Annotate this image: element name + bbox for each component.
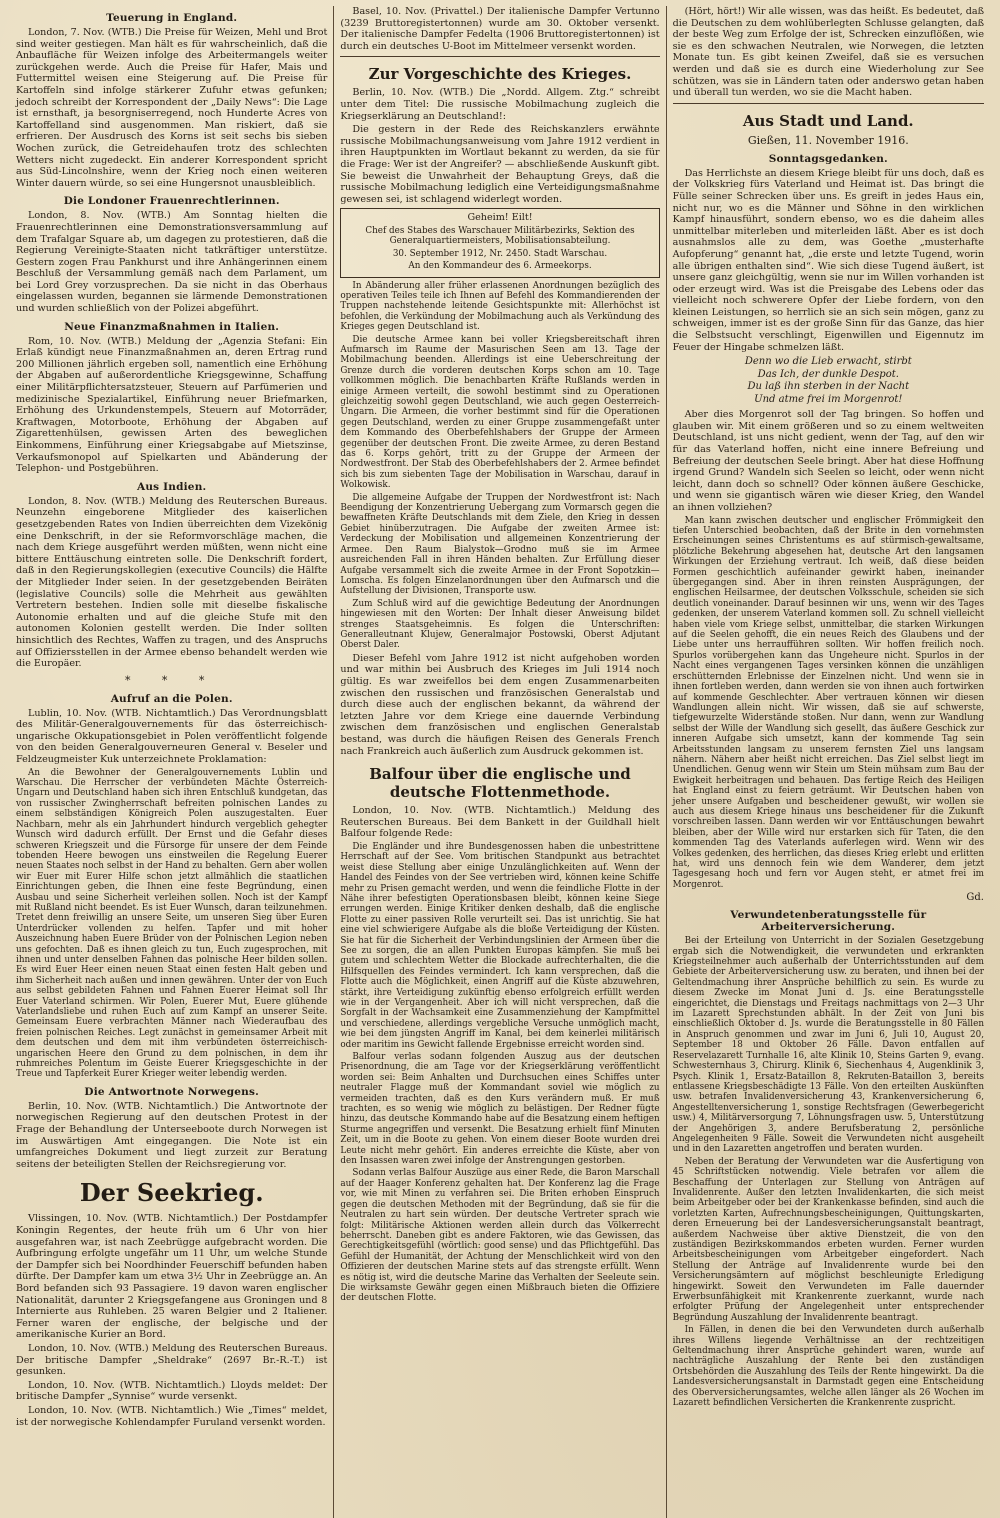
article-seekrieg-synnise: London, 10. Nov. (WTB. Nichtamtlich.) Lloyds meldet: Der britische Dampfer „Synnise“ wurde versenkt. — [16, 1379, 328, 1403]
order-secret: Geheim! Eilt! — [467, 212, 533, 224]
article-balfour-continued: (Hört, hört!) Wir alle wissen, was das heißt. Es bedeutet, daß die Deutschen zu dem wohlüberlegten Schlusse gelangten, daß der beste Weg zum Erfolge der ist, Schrecken einzuflößen, wie sie es den schwachen Neutralen, wie Norwegen, die letzten Monate tun. Es gibt keinen Zweifel, daß sie es versuchen werden und daß sie es durch eine Wiederholung zur See schützen, was sie in Ländern taten oder anderswo getan haben und überall tun werden, wo sie die Macht haben. — [672, 6, 984, 99]
article-beratung-2: Neben der Beratung der Verwundeten war die Ausfertigung von 45 Schriftstücken notwendig. Viele betrafen vor allem die Beschaffung der Unterlagen zur Stellung von Anträgen auf Invalidenrente. Außer den letzten Invalidenkarten, die sich meist beim Arbeitgeber oder bei der Krankenkasse befinden, sind auch die vorletzten Karten, Aufrechnungsbescheinigungen, Quittungskarten, deren Erneuerung bei der Landesversicherungsanstalt beantragt, außerdem Nachweise über aktive Dienstzeit, die von den zuständigen Bezirkskommandos erbeten wurden. Ferner wurden Arbeitsbescheinigungen vom Arbeitgeber eingefordert. Nach Stellung der Anträge auf Invalidenrente wurde bei den Versicherungsämtern auf möglichst beschleunigte Erledigung hingewirkt. Soweit den Verwundeten im Falle dauernder Erwerbsunfähigkeit mit Krankenrente zuerkannt, wurde nach erfolgter Prüfung der Angelegenheit unter entsprechender Begründung Auszahlung der Invalidenrente beantragt. — [672, 1156, 984, 1323]
article-balfour-prisenordnung: Balfour verlas sodann folgenden Auszug aus der deutschen Prisenordnung, die am Tage vor der Kriegserklärung veröffentlicht worden sei: Beim Anhalten und Durchsuchen eines Schiffes unter neutraler Flagge muß der Kommandant soviel wie möglich zu vermeiden trachten, daß es den Kurs verändern muß. Er muß trachten, es so wenig wie möglich zu belästigen. Der Redner fügte hinzu, das deutsche Kommando habe auf die Besatzung einem heftigen Sturme angegriffen und versenkt. Die Besatzung erhielt fünf Minuten Zeit, um in die Boote zu gehen. Von einem dieser Boote wurden drei Leute nicht mehr gehört. Ein anderes erreichte die Küste, aber von den Insassen waren zwei infolge der Anstrengungen gestorben. — [340, 1052, 660, 1167]
headline-norwegen: Die Antwortnote Norwegens. — [84, 1085, 259, 1098]
article-vorgeschichte-armee: Die deutsche Armee kann bei voller Kriegsbereitschaft ihren Aufmarsch im Raume der Masurischen Seen am 13. Tage der Mobilmachung beenden. Allerdings ist eine Ueberschreitung der Grenze durch die vorderen deutschen Korps schon am 10. Tage vollkommen möglich. Die benachbarten Kräfte Rußlands werden in einige Armeen verteilt, die sowohl bestimmt sind zu Operationen gleichzeitig sowohl gegen Deutschland, wie auch gegen Oesterreich-Ungarn. Die Armeen, die vorher bestimmt sind für die Operationen gegen Deutschland, werden zu einer Gruppe zusammengefaßt unter dem Kommando des Oberbefehlshabers der Gruppe der Armeen gegenüber der deutschen Front. Die zweite Armee, zu deren Bestand das 6. Korps gehört, tritt zu der Gruppe der Armeen der Nordwestfront. Der Stab des Oberbefehlshabers der 2. Armee befindet sich bis zum siebenten Tage der Mobilisation in Warschau, darauf in Wolkowisk. — [340, 334, 660, 491]
article-vorgeschichte-intro: Berlin, 10. Nov. (WTB.) Die „Nordd. Allgem. Ztg.“ schreibt unter dem Titel: Die russische Mobilmachung zugleich die Kriegserklärung an Deutschland!: — [340, 87, 660, 122]
column-right — [667, 6, 990, 1518]
headline-polen: Aufruf an die Polen. — [110, 692, 233, 705]
headline-vorgeschichte: Zur Vorgeschichte des Krieges. — [368, 65, 632, 84]
article-sonntag-3: Man kann zwischen deutscher und englischer Frömmigkeit den tiefen Unterschied beobachten, daß der Brite in den vornehmsten Erscheinungen seines Christentums es auf stürmisch-gewaltsame, plötzliche Bekehrung abgesehen hat, deutsche Art den langsamen Wirkungen der Erziehung vertraut. Ich weiß, daß diese beiden Formen geschichtlich aufeinander gewirkt haben, ineinander übergegangen sind. Aber in ihren reinsten Ausprägungen, der englischen Heilsarmee, der deutschen Volksschule, scheiden sie sich deutlich voneinander. Darauf besinnen wir uns, wenn wir des Tages gedenken, der unserem Vaterland kommen soll. Zu schnell vielleicht haben viele vom Kriege selbst, unmittelbar, die starken Wirkungen auf die Seelen gehofft, die ein neues Reich des Glaubens und der Liebe unter uns herraufführen sollten. Wir hoffen freilich noch. Spurlos vorübergehen kann das Ungeheure nicht. Spurlos in der Nacht eines vergangenen Tages versinken können die unzähligen erschütternden Erlebnisse der Einzelnen nicht. Und wenn sie in ihnen fortleben werden, dann werden sie von ihnen auch fortwirken auf kommende Geschlechter. Aber vertrauen können wir diesen Wandlungen allein nicht. Wir wissen, daß sie auf schwerste, tiefgewurzelte Widerstände stoßen. Nur dann, wenn zur Wandlung selbst der Wille der Wandlung sich gesellt, das äußere Geschick zur inneren Aufgabe sich umsetzt, kann der kommende Tag sein Arbeitsstunden langsam zu unserem fernsten Ziel uns langsam nähern. Nähern aber heißt nicht erreichen. Das Ziel selbst liegt im Unendlichen. Genug wenn wir Stein um Stein mühsam zum Bau der Ewigkeit herbeitragen und behauen. Das fertige Reich des Heiligen hat England einst zu feiern geträumt. Wir Deutschen haben von jeher unsere Aufgaben und bescheidener gewußt, wir wollen sie auch aus diesem Kriege hinaus uns bescheidener für die Zukunft vorschreiben lassen. Dann werden wir vor Enttäuschungen bewahrt bleiben, aber der Wille wird nur erstarken sich für Taten, die den kommenden Tag des Vaterlands auferlegen wird. Wenn wir des Volkes gedenken, des herrlichen, das dieses Krieg erlebt und erlitten hat, wird uns dennoch fein wie dem Wanderer, dem jetzt Tagesgesang hoch und fern vor Augen steht, er atmet frei im Morgenrot. — [672, 515, 984, 890]
article-balfour-rede: Die Engländer und ihre Bundesgenossen haben die unbestrittene Herrschaft auf der See. Vom britischen Standpunkt aus betrachtet weist diese Stellung aber einige Unzulänglichkeiten auf. Wenn der Handel des Feindes von der See vertrieben wird, können keine Schiffe mehr zu Prisen gemacht werden, und wenn die feindliche Flotte in der Nähe ihrer befestigten Operationsbasen bleibt, können keine Siege errungen werden. Einige Kritiker denken deshalb, daß die englische Flotte zu einer passiven Rolle verurteilt sei. Das ist unrichtig. Sie hat eine viel schwierigere Aufgabe als die bloße Verteidigung der Küsten. Sie hat für die Sicherheit der Verbindungslinien der Armeen über die See zu sorgen, die an allen Punkten Europas kämpfen. Sie muß bei gutem und schlechtem Wetter die Blockade aufrechterhalten, die die Hilfsquellen des Feindes vermindert. Ich kann versprechen, daß die Flotte auch die Möglichkeit, einen Angriff auf die Küste abzuwehren, stärkt, ihre Verteidigung zukünftig ebenso erfolgreich erfüllt werden wie in der Vergangenheit. Aber ich will nicht versprechen, daß die Sorgfalt in der Wachsamkeit eine Zusammenziehung der Kampfmittel und verschiedene, allerdings vergebliche Versuche unmöglich macht, wie bei dem jüngsten Angriff im Kanal, bei dem keinerlei militärisch oder maritim ins Gewicht fallende Ergebnisse erreicht worden sind. — [340, 841, 660, 1050]
order-date: 30. September 1912, Nr. 2450. Stadt Warschau. — [392, 248, 608, 259]
dateline: Gießen, 11. November 1916. — [747, 133, 909, 147]
article-seekrieg-vlissingen: Vlissingen, 10. Nov. (WTB. Nichtamtlich.) Der Postdampfer Koningin Regentes, der heute früh um 6 Uhr von hier ausgefahren war, ist nach Zeebrügge aufgebracht worden. Die Aufbringung erfolgte ungefähr um 11 Uhr, um welche Stunde der Dampfer sich bei Noordhinder Feuerschiff befunden haben dürfte. Der Dampfer kam um etwa 3½ Uhr in Zeebrügge an. An Bord befanden sich 93 Passagiere. 19 davon waren englischer Nationalität, darunter 2 Kriegsgefangene aus Groningen und 8 Internierte aus Ruhleben. 25 waren Belgier und 2 Italiener. Ferner waren der englische, der belgische und der amerikanische Kurier an Bord. — [16, 1213, 328, 1341]
article-vorgeschichte-schluss: Zum Schluß wird auf die gewichtige Bedeutung der Anordnungen hingewiesen mit den Worten: Der Inhalt dieser Anweisung bildet strenges Staatsgeheimnis. Es folgen die Unterschriften: Generalleutnant Klujew, Generalmajor Postowski, Oberst Adjutant Oberst Daler. — [340, 598, 660, 651]
headline-stadt-und-land: Aus Stadt und Land. — [742, 111, 914, 130]
article-sonntag-1: Das Herrlichste an diesem Kriege bleibt für uns doch, daß es der Volkskrieg fürs Vaterland und Heimat ist. Das bringt die Fülle seiner Schrecken über uns. Es greift in jedes Haus ein, nicht nur, wo es die Männer und Söhne in den wirklichen Kampf hinausführt, sondern ebenso, wo es die daheim alles unmittelbar miterleben und miterleiden läßt. Aber es ist doch ausnahmslos alle zu dem, was Goethe „musterhafte Aufopferung“ genannt hat, „die erste und letzte Tugend, worin alle übrigen enthalten sind“. Wie sich diese Tugend äußert, ist unsere ganz gleichgültig, wenn sie nur im Willen vorhanden ist oder erzeugt wird. Was ist die Preisgabe des Lebens oder das vielleicht noch schwerere Opfer der Liebe fordern, von den kleinen Leistungen, so herrlich sie an sich sein mögen, ganz zu schweigen, immer ist es der große Sinn für das Ganze, das hier die Selbstsucht verschlingt, Eigenwillen und Eigennutz im Feuer der Hingabe schmelzen läßt. — [672, 167, 984, 353]
divider — [673, 103, 984, 104]
article-vorgeschichte-text: Die gestern in der Rede des Reichskanzlers erwähnte russische Mobilmachungsanweisung vom Jahre 1912 verdient in ihren Hauptpunkten im Wortlaut bekannt zu werden, da sie für die Frage: Wer ist der Angreifer? — abschließende Auskunft gibt. Sie beweist die Unwahrheit der Behauptung Greys, daß die russische Mobilmachung lediglich eine Verteidigungsmaßnahme gewesen sei, ist schlagend widerlegt worden. — [340, 124, 660, 205]
article-vorgeschichte-befehl: In Abänderung aller früher erlassenen Anordnungen bezüglich des operativen Teiles teile ich Ihnen auf Befehl des Kommandierenden der Truppen nachstehende leitende Gesichtspunkte mit: Allerhöchst ist befohlen, die Verkündung der Mobilmachung auch als Verkündung des Krieges gegen Deutschland ist. — [340, 280, 660, 333]
order-chef: Chef des Stabes des Warschauer Militärbezirks, Sektion des Generalquartiermeisters, Mobilisationsabteilung. — [365, 225, 635, 247]
article-balfour-marschall: Sodann verlas Balfour Auszüge aus einer Rede, die Baron Marschall auf der Haager Konferenz gehalten hat. Der Konferenz lag die Frage vor, wie mit Minen zu verfahren sei. Die Briten erhoben Einspruch gegen die deutschen Methoden mit der Begründung, daß sie für die Neutralen zu hart sein würden. Der deutsche Vertreter sprach wie folgt: Militärische Aktionen werden allein durch das Völkerrecht beherrscht. Daneben gibt es andere Faktoren, wie das Gewissen, das Gerechtigkeitsgefühl (wörtlich: good sense) und das Pflichtgefühl. Das Gefühl der Humanität, der Achtung der Menschlichkeit wird von den Offizieren der deutschen Marine stets auf das strengste erfüllt. Wenn es nötig ist, wird die deutsche Marine das Verhalten der Seeleute sein. Die wirksamste Gewähr gegen einen Mißbrauch bieten die Offiziere der deutschen Flotte. — [340, 1168, 660, 1304]
article-polen-proklamation: An die Bewohner der Generalgouvernements Lublin und Warschau. Die Herrscher der verbündeten Mächte Österreich-Ungarn und Deutschland haben sich ihren Entschluß kundgetan, das von russischer Zwingherrschaft befreiten polnischen Landes zu einem selbständigen Königreich Polen auszugestalten. Euer Nachbarn, mehr als ein Jahrhundert hindurch vergeblich gehegter Wunsch wird dadurch erfüllt. Der Ernst und die Gefahr dieses schweren Kriegszeit und die Fürsorge für unsere der dem Feinde tobenden Heere bewogen uns einstweilen die Regelung Euerer neuen Staates noch selbst in der Hand zu behalten. Gern aber wollen wir Euer mit Eurer Hilfe schon jetzt allmählich die staatlichen Einrichtungen geben, die Ihnen eine feste Begründung, einen Ausbau und seine Sicherheit verleihen sollen. Noch ist der Kampf mit Rußland nicht beendet. Es ist Euer Wunsch, daran teilzunehmen. Tretet denn freiwillig an unsere Seite, um unseren Sieg über Euren Unterdrücker vollenden zu helfen. Tapfer und mit hoher Auszeichnung haben Euere Brüder von der Polnischen Legion neben uns gefochten. Daß es ihnen gleich zu tun, Euch zugesprochen, mit ihnen und unter denselben Fahnen das polnische Heer bilden sollen. Es wird Euer Heer einen neuen Staat einen festen Halt geben und ihm Sicherheit nach außen und innen gewähren. Unter der von Euch aus selbst gebildeten Fahnen und Fahnen Euerer Heimat soll Ihr Euer Vaterland schirmen. Wir Polen, Euerer Mut, Euere glühende Vaterlandsliebe und ruhen Euch auf zum Kampf an unserer Seite. Gemeinsam Euere verbrachten Männer nach Wiederaufbau des freien polnischen Reiches. Legt zunächst in gemeinsamer Arbeit mit dem deutschen und dem mit ihm verbündeten österreichisch-ungarischen Heere den Grund zu dem polnischen, in dem ihr ruhmreiches Polentum im Geiste Euerer Kriegsgeschichte in der Treue und Tapferkeit Eurer Krieger weiter lebendig werden. — [16, 767, 328, 1080]
article-polen-intro: Lublin, 10. Nov. (WTB. Nichtamtlich.) Das Verordnungsblatt des Militär-Generalgouvernements für das österreichisch-ungarische Okkupationsgebiet in Polen veröffentlicht folgende von den beiden Generalgouverneuren General v. Beseler und Feldzeugmeister Kuk unterzeichnete Proklamation: — [16, 707, 328, 766]
headline-frauenrechtlerinnen: Die Londoner Frauenrechtlerinnen. — [63, 195, 280, 208]
article-beratung-1: Bei der Erteilung von Unterricht in der Sozialen Gesetzgebung ergab sich die Notwendigkeit, die verwundeten und erkrankten Kriegsteilnehmer auch außerhalb der Unterrichtsstunden auf dem Gebiete der Arbeiterversicherung usw. zu beraten, und ihnen bei der Geltendmachung ihrer Ansprüche behilflich zu sein. Es wurde zu diesem Zwecke im Monat Juni d. Js. eine Beratungsstelle eingerichtet, die Dienstags und Freitags nachmittags von 2—3 Uhr im Lazarett Sprechstunden abhält. In der Zeit von Juni bis einschließlich Oktober d. Js. wurde die Beratungsstelle in 80 Fällen in Anspruch genommen und zwar im Juni 6, Juli 10, August 20, September 18 und Oktober 26 Fälle. Davon entfallen auf Reservelazarett Turnhalle 16, alte Klinik 10, Steins Garten 9, evang. Schwesternhaus 3, Chirurg. Klinik 6, Siechenhaus 4, Augenklinik 3, Psych. Klinik 1, Ersatz-Bataillon 8, Rekruten-Bataillon 3, bereits entlassene Kriegsbeschädigte 13 Fälle. Von den erteilten Auskünften usw. betrafen Invalidenversicherung 43, Krankenversicherung 6, Angestelltenversicherung 1, sonstige Rechtsfragen (Gewerbegericht usw.) 4, Militärversorgung 7, Löhnungsfragen usw. 5, Unterstützung der Angehörigen 3, andere Berufsberatung 2, persönliche Angelegenheiten 9 Fälle. Soweit die Verwundeten nicht ausgeheilt und in den Lazaretten angetroffen und beraten wurden. — [672, 936, 984, 1155]
article-indien: London, 8. Nov. (WTB.) Meldung des Reuterschen Bureaus. Neunzehn eingeborene Mitglieder des kaiserlichen gesetzgebenden Rates von Indien überreichten dem Vizekönig eine Denkschrift, in der sie Reformvorschläge machen, die nach dem Kriege ausgeführt werden müßten, wenn nicht eine bittere Enttäuschung eintreten solle. Die Denkschrift fordert, daß in den Regierungskollegien (executive Councils) die Hälfte der Mitglieder Inder seien. In der gesetzgebenden Beiräten (legislative Councils) solle die Mehrheit aus gewählten Vertretern bestehen. Indien solle mit dieselbe fiskalische Autonomie erhalten und auf die gleiche Stufe mit den autonomen Kolonien gestellt werden. Die Inder sollten hinsichtlich des Rechtes, Waffen zu tragen, und des Anspruchs auf Offiziersstellen in der Armee ebenso behandelt werden wie die Europäer. — [16, 495, 328, 670]
order-addressee: An den Kommandeur des 6. Armeekorps. — [408, 261, 592, 272]
headline-beratungsstelle: Verwundetenberatungsstelle für Arbeiterversicherung. — [730, 909, 927, 934]
column-left — [10, 6, 333, 1518]
article-teuerung: London, 7. Nov. (WTB.) Die Preise für Weizen, Mehl und Brot sind weiter gestiegen. Man hält es für wahrscheinlich, daß die Anbaufläche für Weizen infolge des Arbeitermangels weiter zurückgehen werde. Auch die Preise für Hafer, Mais und Futtermittel weisen eine Steigerung auf. Die Preise für Kartoffeln sind infolge stärkerer Zufuhr etwas gefunken; jedoch schreibt der Korrespondent der „Daily News“: Die Lage ist ernsthaft, ja besorgniserregend, noch Hunderte Acres von Kartoffelland sind ausgenommen. Man riskiert, daß sie erfrieren. Der Ausdrusch des Korns ist seit sechs bis sieben Wochen zurück, die Getreidehaufen trotz des schlechten Wetters nicht zugedeckt. Ein anderer Korrespondent spricht aus Süd-Lincolnshire, wenn der Krieg noch einen weiteren Winter dauern würde, so sei eine Hungersnot unausbleiblich. — [16, 27, 328, 189]
author-signature: Gd. — [966, 892, 984, 904]
headline-balfour: Balfour über die englische und deutsche Flottenmethode. — [369, 765, 631, 802]
headline-seekrieg: Der Seekrieg. — [79, 1178, 264, 1208]
article-basel: Basel, 10. Nov. (Privattel.) Der italienische Dampfer Vertunno (3239 Bruttoregistertonnen) wurde am 30. Oktober versenkt. Der italienische Dampfer Fedelta (1906 Bruttoregistertonnen) ist durch ein deutsches U-Boot im Mittelmeer versenkt worden. — [340, 6, 660, 52]
article-vorgeschichte-kommentar: Dieser Befehl vom Jahre 1912 ist nicht aufgehoben worden und war mithin bei Ausbruch des Krieges im Juli 1914 noch gültig. Es war zweifellos bei dem engen Zusammenarbeiten zwischen den russischen und französischen Generalstab und durch diese auch der englischen bekannt, da während der letzten Jahre vor dem Kriege eine dauernde Verbindung zwischen dem französischen und englischen Generalstab bestand, was durch die häufigen Reisen des Generals French nach Frankreich auch äußerlich zum Ausdruck gekommen ist. — [340, 652, 660, 757]
article-vorgeschichte-aufgabe: Die allgemeine Aufgabe der Truppen der Nordwestfront ist: Nach Beendigung der Konzentrierung Uebergang zum Vormarsch gegen die bewaffneten Kräfte Deutschlands mit dem Ziele, den Krieg in dessen Gebiet hinüberzutragen. Die Aufgabe der zweiten Armee ist: Verdeckung der Mobilisation und allgemeinen Konzentrierung der Armee. Den Raum Bialystok—Grodno muß sie im Armee ausreichenden Fall in ihren Händen behalten. Zur Erfüllung dieser Aufgabe versammelt sich die zweite Armee in der Front Sopotzkin—Lomscha. Es folgen Einzelanordnungen über den Aufmarsch und die Aufstellung der Divisionen, Transporte usw. — [340, 492, 660, 597]
headline-teuerung: Teuerung in England. — [106, 12, 238, 24]
headline-sonntagsgedanken: Sonntagsgedanken. — [768, 152, 888, 165]
article-norwegen: Berlin, 10. Nov. (WTB. Nichtamtlich.) Die Antwortnote der norwegischen Regierung auf den deutschen Protest in der Frage der Behandlung der Unterseeboote durch Norwegen ist im Auswärtigen Amt eingegangen. Die Note ist ein umfangreiches Dokument und liegt zurzeit zur Beratung seitens der beteiligten Stellen der Reichsregierung vor. — [16, 1100, 328, 1170]
section-divider-stars: * * * — [124, 673, 219, 687]
column-middle — [333, 6, 666, 1518]
divider — [340, 56, 659, 57]
article-balfour-intro: London, 10. Nov. (WTB. Nichtamtlich.) Meldung des Reuterschen Bureaus. Bei dem Bankett in der Guildhall hielt Balfour folgende Rede: — [340, 805, 660, 840]
article-sonntag-2: Aber dies Morgenrot soll der Tag bringen. So hoffen und glauben wir. Mit einem größeren und so zu einem weltweiten Deutschland, ist uns nicht gedient, wenn der Tag, auf den wir für das Vaterland hoffen, nicht eine innere Befreiung und Befreiung der deutschen Seele bringt. Aber hat diese Hoffnung irgend Grund? Wandeln sich Seelen so leicht, oder wenn nicht leicht, dann doch so schnell? Oder können äußere Geschicke, und wenn sie gigantisch wären wie dieser Krieg, den Wandel an ihnen vollziehen? — [672, 409, 984, 513]
article-beratung-3: In Fällen, in denen die bei den Verwundeten durch außerhalb ihres Willens liegende Verhältnisse an der rechtzeitigen Geltendmachung ihrer Ansprüche gehindert waren, wurde auf nachträgliche Auszahlung der Rente bei den zuständigen Ortsbehörden die Auszahlung des Teils der Rente hingewirkt. Da die Landesversicherungsanstalt in Darmstadt gegen eine Entscheidung des Oberversicherungsamtes, welche allen länger als 26 Wochen im Lazarett befindlichen Versicherten die Krankenrente zuspricht. — [672, 1325, 984, 1409]
headline-italien: Neue Finanzmaßnahmen in Italien. — [64, 320, 280, 333]
article-frauenrechtlerinnen: London, 8. Nov. (WTB.) Am Sonntag hielten die Frauenrechtlerinnen eine Demonstrationsversammlung auf dem Trafalgar Square ab, um dagegen zu protestieren, daß die Regierung Vereinigte-Staaten nicht tatkräftiger unterstütze. Gestern zogen Frau Pankhurst und ihre Anhängerinnen einem Beschluß der Versammlung gemäß nach dem Parlament, um bei Lord Grey vorzusprechen. Da sie nicht in das Oberhaus eingelassen wurden, begannen sie lärmende Demonstrationen und wurden schließlich von der Polizei abgeführt. — [16, 210, 328, 315]
headline-indien: Aus Indien. — [136, 480, 207, 493]
order-box — [340, 208, 659, 277]
article-seekrieg-sheldrake: London, 10. Nov. (WTB.) Meldung des Reuterschen Bureaus. Der britische Dampfer „Sheldrake“ (2697 Br.-R.-T.) ist gesunken. — [16, 1342, 328, 1378]
verse: Denn wo die Lieb erwacht, stirbt Das Ich, der dunkle Despot. Du laß ihn sterben in der Nacht Und atme frei im Morgenrot! — [744, 356, 912, 405]
article-italien: Rom, 10. Nov. (WTB.) Meldung der „Agenzia Stefani: Ein Erlaß kündigt neue Finanzmaßnahmen an, deren Ertrag rund 200 Millionen jährlich ergeben soll, namentlich eine Erhöhung der Abgaben auf außerordentliche Kriegsgewinne, Schaffung einer Militärpflichtersatzsteuer, Steuern auf Parfümerien und medizinische Spezialartikel, Einführung neuer Briefmarken, Erhöhung des Urkundenstempels, Steuern auf Motorräder, Kraftwagen, Motorboote, Erhöhung der Abgaben auf Zigarettenhülsen, gewissen Arten des beweglichen Einkommens, Einführung einer Kriegsabgabe auf Mietszinse, Verkaufsmonopol auf Spielkarten und Abänderung der Telephon- und Postgebühren. — [16, 335, 328, 475]
article-seekrieg-furuland: London, 10. Nov. (WTB. Nichtamtlich.) Wie „Times“ meldet, ist der norwegische Kohlendampfer Furuland versenkt worden. — [16, 1404, 328, 1428]
